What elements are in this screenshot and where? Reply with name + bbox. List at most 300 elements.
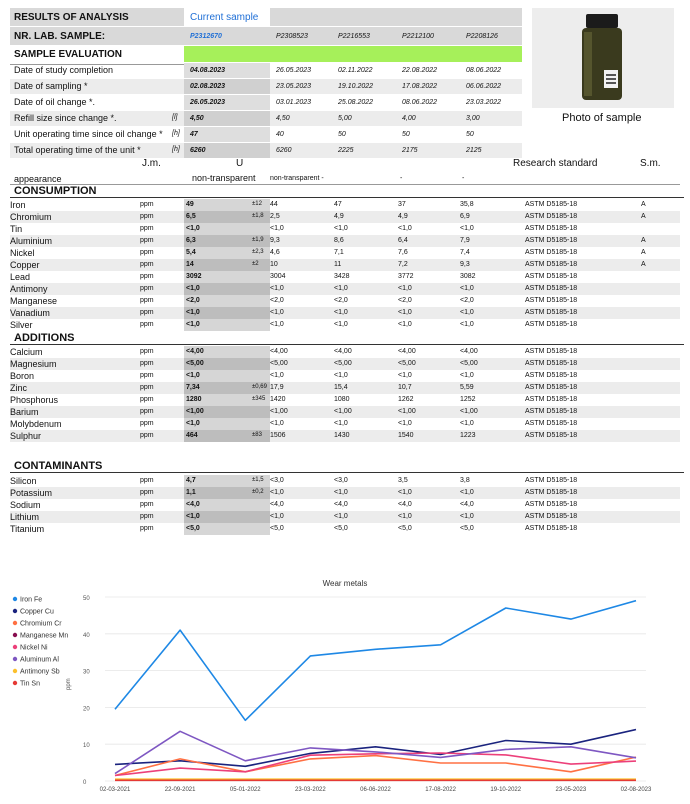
col-header-jm: J.m.: [142, 158, 161, 169]
legend-entry: Manganese Mn: [20, 632, 69, 640]
element-current-value: 1280: [186, 396, 202, 403]
element-uncertainty: ±1,9: [252, 237, 264, 243]
legend-marker: [13, 657, 17, 661]
element-unit: ppm: [140, 408, 154, 415]
info-label: Total operating time of the unit *: [14, 145, 141, 155]
element-history-value: 4,6: [270, 249, 280, 256]
info-value: 2225: [338, 147, 354, 154]
element-history-value: <1,0: [460, 513, 474, 520]
element-uncertainty: ±345: [252, 396, 266, 402]
info-value: 4,50: [276, 115, 290, 122]
info-value: 50: [338, 131, 346, 138]
legend-marker: [13, 609, 17, 613]
section-title: ADDITIONS: [10, 332, 684, 345]
appearance-value: non-transparent -: [270, 175, 324, 182]
sample-id: P2212100: [402, 33, 434, 40]
legend-entry: Chromium Cr: [20, 620, 62, 628]
element-sm: A: [641, 213, 646, 220]
legend-marker: [13, 597, 17, 601]
element-name: Sodium: [10, 500, 41, 510]
element-unit: ppm: [140, 213, 154, 220]
element-name: Potassium: [10, 488, 53, 498]
element-history-value: <5,0: [334, 525, 348, 532]
element-history-value: <4,0: [334, 501, 348, 508]
element-history-value: 17,9: [270, 384, 284, 391]
element-history-value: <4,0: [398, 501, 412, 508]
element-history-value: <4,0: [270, 501, 284, 508]
element-unit: ppm: [140, 273, 154, 280]
legend-marker: [13, 645, 17, 649]
element-history-value: 35,8: [460, 201, 474, 208]
element-current-value: <1,0: [186, 285, 200, 292]
legend-entry: Iron Fe: [20, 596, 43, 604]
element-current-value: <1,0: [186, 225, 200, 232]
element-history-value: <1,0: [398, 285, 412, 292]
element-history-value: <1,00: [398, 408, 416, 415]
element-history-value: <2,0: [398, 297, 412, 304]
element-current-value: <1,0: [186, 420, 200, 427]
x-tick-label: 02-08-2023: [620, 787, 652, 793]
element-history-value: <1,0: [398, 513, 412, 520]
element-standard: ASTM D5185-18: [525, 525, 578, 532]
element-name: Silver: [10, 320, 33, 330]
info-value-current: 47: [190, 131, 198, 138]
element-standard: ASTM D5185-18: [525, 237, 578, 244]
element-current-value: 5,4: [186, 249, 196, 256]
element-unit: ppm: [140, 309, 154, 316]
x-tick-label: 05-01-2022: [229, 787, 261, 793]
element-history-value: 10: [270, 261, 278, 268]
element-history-value: 47: [334, 201, 342, 208]
element-sm: A: [641, 249, 646, 256]
element-history-value: <1,0: [398, 309, 412, 316]
element-uncertainty: ±1,5: [252, 477, 264, 483]
info-value: 40: [276, 131, 284, 138]
info-label: Date of study completion: [14, 65, 114, 75]
element-uncertainty: ±2,3: [252, 249, 264, 255]
element-row: [10, 523, 680, 535]
x-tick-label: 19-10-2022: [490, 787, 522, 793]
element-name: Calcium: [10, 347, 43, 357]
y-tick-label: 50: [83, 596, 90, 602]
element-history-value: <1,0: [334, 420, 348, 427]
element-unit: ppm: [140, 261, 154, 268]
element-current-value: <1,0: [186, 309, 200, 316]
current-sample-label: Current sample: [190, 12, 259, 23]
element-unit: ppm: [140, 201, 154, 208]
element-row: [10, 283, 680, 295]
element-unit: ppm: [140, 321, 154, 328]
element-row: [10, 319, 680, 331]
evaluation-bar: [184, 46, 522, 62]
info-value: 03.01.2023: [276, 99, 312, 106]
element-history-value: <1,00: [270, 408, 288, 415]
element-current-value: <1,0: [186, 513, 200, 520]
element-history-value: 1506: [270, 432, 286, 439]
col-header-sm: S.m.: [640, 158, 661, 169]
element-current-value: <1,0: [186, 372, 200, 379]
element-history-value: <1,0: [270, 420, 284, 427]
element-name: Barium: [10, 407, 39, 417]
info-value: 19.10.2022: [338, 83, 374, 90]
element-current-value: 14: [186, 261, 194, 268]
info-unit: [h]: [172, 130, 180, 137]
element-history-value: <3,0: [334, 477, 348, 484]
element-current-value: 7,34: [186, 384, 200, 391]
element-uncertainty: ±0,69: [252, 384, 267, 390]
element-history-value: 2,5: [270, 213, 280, 220]
element-history-value: 9,3: [270, 237, 280, 244]
element-history-value: 15,4: [334, 384, 348, 391]
section-title: CONSUMPTION: [10, 185, 684, 198]
element-history-value: <2,0: [270, 297, 284, 304]
info-value: 06.06.2022: [466, 83, 502, 90]
element-history-value: <1,0: [270, 372, 284, 379]
element-name: Molybdenum: [10, 419, 62, 429]
element-history-value: <5,0: [270, 525, 284, 532]
element-history-value: 3004: [270, 273, 286, 280]
element-current-value: 4,7: [186, 477, 196, 484]
appearance-value: -: [462, 175, 465, 182]
element-history-value: 1080: [334, 396, 350, 403]
element-row: [10, 370, 680, 382]
element-current-value: <4,0: [186, 501, 200, 508]
element-name: Nickel: [10, 248, 35, 258]
element-current-value: 49: [186, 201, 194, 208]
element-history-value: <1,0: [398, 420, 412, 427]
element-current-value: 6,5: [186, 213, 196, 220]
element-unit: ppm: [140, 384, 154, 391]
element-name: Antimony: [10, 284, 48, 294]
element-current-value: 464: [186, 432, 198, 439]
element-standard: ASTM D5185-18: [525, 273, 578, 280]
element-history-value: 3,8: [460, 477, 470, 484]
element-unit: ppm: [140, 348, 154, 355]
element-unit: ppm: [140, 237, 154, 244]
element-row: [10, 235, 680, 247]
element-history-value: <5,00: [334, 360, 352, 367]
element-name: Sulphur: [10, 431, 42, 441]
appearance-label: appearance: [14, 174, 62, 184]
element-history-value: 7,1: [334, 249, 344, 256]
element-unit: ppm: [140, 477, 154, 484]
element-uncertainty: ±1,8: [252, 213, 264, 219]
element-row: [10, 295, 680, 307]
sample-id-current: P2312670: [190, 33, 222, 40]
element-sm: A: [641, 201, 646, 208]
info-value: 3,00: [466, 115, 480, 122]
lab-sample-label: NR. LAB. SAMPLE:: [14, 31, 106, 42]
element-history-value: <1,0: [398, 225, 412, 232]
element-row: [10, 418, 680, 430]
info-value-current: 26.05.2023: [190, 99, 226, 106]
element-history-value: <5,00: [398, 360, 416, 367]
element-name: Copper: [10, 260, 40, 270]
appearance-value: -: [400, 175, 403, 182]
sample-evaluation-label: SAMPLE EVALUATION: [14, 49, 122, 60]
info-label: Unit operating time since oil change *: [14, 129, 163, 139]
info-unit: [l]: [172, 114, 178, 121]
element-history-value: 6,4: [398, 237, 408, 244]
element-history-value: 1252: [460, 396, 476, 403]
element-history-value: <1,0: [460, 489, 474, 496]
element-current-value: <1,00: [186, 408, 204, 415]
element-unit: ppm: [140, 225, 154, 232]
series-line: [115, 601, 636, 721]
x-tick-label: 23-05-2023: [555, 787, 587, 793]
element-history-value: <1,0: [460, 420, 474, 427]
oil-bottle-icon: [532, 8, 674, 108]
element-unit: ppm: [140, 525, 154, 532]
element-standard: ASTM D5185-18: [525, 360, 578, 367]
info-value-current: 04.08.2023: [190, 67, 226, 74]
element-history-value: 3082: [460, 273, 476, 280]
info-value-current: 6260: [190, 147, 206, 154]
element-current-value: 3092: [186, 273, 202, 280]
element-history-value: <1,0: [460, 309, 474, 316]
element-row: [10, 430, 680, 442]
element-name: Lead: [10, 272, 31, 282]
element-row: [10, 358, 680, 370]
y-axis-label: ppm: [66, 678, 72, 690]
element-row: [10, 511, 680, 523]
element-history-value: 1430: [334, 432, 350, 439]
element-standard: ASTM D5185-18: [525, 213, 578, 220]
col-header-u: U: [236, 158, 244, 169]
info-value: 2125: [466, 147, 482, 154]
wear-metals-chart: [0, 570, 690, 804]
report-title: RESULTS OF ANALYSIS: [14, 12, 129, 23]
info-label: Refill size since change *.: [14, 113, 117, 123]
element-row: [10, 406, 680, 418]
sample-id: P2216553: [338, 33, 370, 40]
series-line: [115, 731, 636, 773]
legend-marker: [13, 681, 17, 685]
element-history-value: 3428: [334, 273, 350, 280]
element-history-value: <1,0: [270, 285, 284, 292]
element-history-value: <4,00: [270, 348, 288, 355]
element-standard: ASTM D5185-18: [525, 297, 578, 304]
element-history-value: <4,00: [460, 348, 478, 355]
element-name: Iron: [10, 200, 26, 210]
element-history-value: <2,0: [460, 297, 474, 304]
element-row: [10, 487, 680, 499]
element-row: [10, 199, 680, 211]
x-tick-label: 23-03-2022: [295, 787, 326, 793]
element-standard: ASTM D5185-18: [525, 309, 578, 316]
element-history-value: <1,0: [270, 225, 284, 232]
legend-entry: Tin Sn: [20, 680, 40, 688]
element-standard: ASTM D5185-18: [525, 396, 578, 403]
element-history-value: 1262: [398, 396, 414, 403]
element-row: [10, 211, 680, 223]
sample-photo: [532, 8, 674, 108]
element-current-value: <5,00: [186, 360, 204, 367]
element-name: Aluminium: [10, 236, 53, 246]
element-history-value: <1,0: [270, 321, 284, 328]
element-history-value: <5,0: [398, 525, 412, 532]
element-unit: ppm: [140, 489, 154, 496]
element-standard: ASTM D5185-18: [525, 477, 578, 484]
legend-entry: Nickel Ni: [20, 644, 48, 652]
element-row: [10, 382, 680, 394]
element-history-value: <1,0: [460, 225, 474, 232]
element-row: [10, 307, 680, 319]
element-row: [10, 247, 680, 259]
element-history-value: <1,0: [334, 285, 348, 292]
element-history-value: <1,0: [334, 309, 348, 316]
element-standard: ASTM D5185-18: [525, 372, 578, 379]
element-history-value: <1,00: [460, 408, 478, 415]
sample-id: P2208126: [466, 33, 498, 40]
element-history-value: 3,5: [398, 477, 408, 484]
element-history-value: <1,00: [334, 408, 352, 415]
info-value: 25.08.2022: [338, 99, 374, 106]
legend-entry: Copper Cu: [20, 608, 54, 616]
element-unit: ppm: [140, 501, 154, 508]
legend-marker: [13, 633, 17, 637]
element-history-value: 1540: [398, 432, 414, 439]
x-tick-label: 06-06-2022: [360, 787, 391, 793]
element-standard: ASTM D5185-18: [525, 249, 578, 256]
legend-marker: [13, 669, 17, 673]
info-value: 4,00: [402, 115, 416, 122]
info-value-current: 4,50: [190, 115, 204, 122]
photo-caption: Photo of sample: [562, 112, 642, 124]
element-history-value: <1,0: [460, 285, 474, 292]
element-standard: ASTM D5185-18: [525, 408, 578, 415]
element-history-value: <1,0: [398, 489, 412, 496]
element-history-value: 7,6: [398, 249, 408, 256]
element-standard: ASTM D5185-18: [525, 321, 578, 328]
element-history-value: <5,0: [460, 525, 474, 532]
element-sm: A: [641, 261, 646, 268]
element-standard: ASTM D5185-18: [525, 384, 578, 391]
element-uncertainty: ±2: [252, 261, 259, 267]
element-row: [10, 223, 680, 235]
element-history-value: 1223: [460, 432, 476, 439]
element-current-value: 1,1: [186, 489, 196, 496]
element-standard: ASTM D5185-18: [525, 501, 578, 508]
element-uncertainty: ±83: [252, 432, 262, 438]
element-history-value: 37: [398, 201, 406, 208]
chart-title: Wear metals: [322, 579, 368, 588]
element-history-value: <4,00: [334, 348, 352, 355]
element-current-value: <2,0: [186, 297, 200, 304]
info-value: 50: [466, 131, 474, 138]
info-value: 08.06.2022: [402, 99, 438, 106]
info-value: 17.08.2022: [402, 83, 438, 90]
element-history-value: <5,00: [460, 360, 478, 367]
info-value: 08.06.2022: [466, 67, 502, 74]
element-history-value: 7,2: [398, 261, 408, 268]
element-history-value: <4,0: [460, 501, 474, 508]
element-standard: ASTM D5185-18: [525, 285, 578, 292]
info-value: 23.05.2023: [276, 83, 312, 90]
element-history-value: <1,0: [334, 489, 348, 496]
info-value: 02.11.2022: [338, 67, 373, 74]
sample-id: P2308523: [276, 33, 308, 40]
element-standard: ASTM D5185-18: [525, 261, 578, 268]
col-header-standard: Research standard: [513, 158, 598, 169]
element-history-value: 4,9: [398, 213, 408, 220]
element-history-value: <1,0: [334, 225, 348, 232]
element-uncertainty: ±12: [252, 201, 262, 207]
element-history-value: 44: [270, 201, 278, 208]
element-standard: ASTM D5185-18: [525, 420, 578, 427]
element-history-value: 7,9: [460, 237, 470, 244]
element-row: [10, 499, 680, 511]
element-history-value: <1,0: [398, 321, 412, 328]
info-value: 23.03.2022: [466, 99, 502, 106]
element-sm: A: [641, 237, 646, 244]
element-standard: ASTM D5185-18: [525, 432, 578, 439]
element-row: [10, 346, 680, 358]
element-history-value: <1,0: [460, 321, 474, 328]
element-unit: ppm: [140, 297, 154, 304]
element-unit: ppm: [140, 432, 154, 439]
legend-entry: Antimony Sb: [20, 668, 60, 676]
element-name: Vanadium: [10, 308, 50, 318]
element-history-value: <1,0: [398, 372, 412, 379]
element-unit: ppm: [140, 372, 154, 379]
element-unit: ppm: [140, 420, 154, 427]
element-current-value: <5,0: [186, 525, 200, 532]
element-current-value: 6,3: [186, 237, 196, 244]
element-unit: ppm: [140, 396, 154, 403]
appearance-row: [10, 172, 680, 185]
element-name: Boron: [10, 371, 35, 381]
element-name: Lithium: [10, 512, 40, 522]
element-name: Titanium: [10, 524, 45, 534]
element-name: Zinc: [10, 383, 28, 393]
element-history-value: 3772: [398, 273, 414, 280]
section-title: CONTAMINANTS: [10, 460, 684, 473]
element-history-value: <1,0: [334, 321, 348, 328]
info-label: Date of oil change *.: [14, 97, 96, 107]
element-history-value: 1420: [270, 396, 286, 403]
element-history-value: <5,00: [270, 360, 288, 367]
element-unit: ppm: [140, 360, 154, 367]
element-unit: ppm: [140, 249, 154, 256]
x-tick-label: 02-03-2021: [99, 787, 131, 793]
element-history-value: 5,59: [460, 384, 474, 391]
element-current-value: <4,00: [186, 348, 204, 355]
element-unit: ppm: [140, 513, 154, 520]
element-history-value: 6,9: [460, 213, 470, 220]
element-history-value: <1,0: [270, 513, 284, 520]
element-history-value: <1,0: [270, 489, 284, 496]
y-tick-label: 20: [83, 706, 90, 713]
info-value: 26.05.2023: [276, 67, 312, 74]
element-name: Tin: [10, 224, 23, 234]
element-standard: ASTM D5185-18: [525, 225, 578, 232]
legend-entry: Aluminum Al: [20, 656, 59, 664]
series-line: [115, 756, 636, 776]
info-label: Date of sampling *: [14, 81, 88, 91]
element-standard: ASTM D5185-18: [525, 513, 578, 520]
info-value: 2175: [402, 147, 418, 154]
element-name: Silicon: [10, 476, 37, 486]
element-row: [10, 259, 680, 271]
x-tick-label: 22-09-2021: [164, 787, 196, 793]
element-history-value: <1,0: [334, 372, 348, 379]
element-standard: ASTM D5185-18: [525, 489, 578, 496]
y-tick-label: 0: [83, 780, 87, 786]
appearance-value: non-transparent: [192, 173, 256, 183]
element-current-value: <1,0: [186, 321, 200, 328]
info-value: 50: [402, 131, 410, 138]
